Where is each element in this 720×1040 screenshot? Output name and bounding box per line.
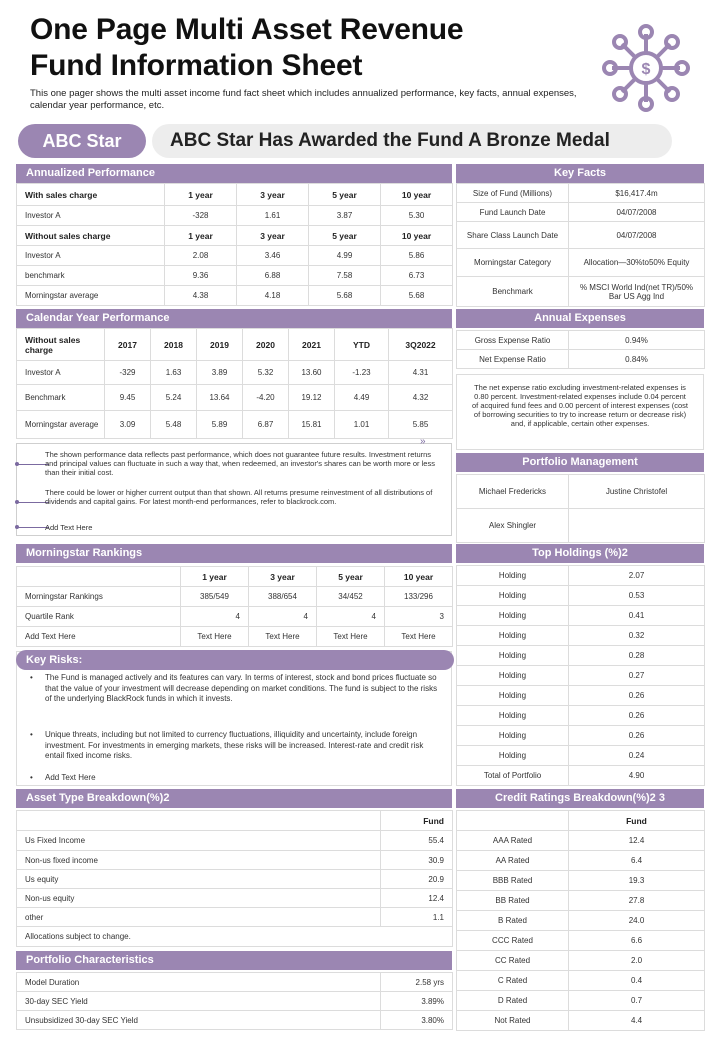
table-cell: Unsubsidized 30-day SEC Yield xyxy=(17,1011,381,1030)
table-cell: Text Here xyxy=(317,627,385,647)
table-cell: 3.87 xyxy=(309,206,381,226)
table-cell: 7.58 xyxy=(309,266,381,286)
performance-notes xyxy=(16,443,452,536)
table-row xyxy=(17,385,453,411)
table-cell: 133/296 xyxy=(385,587,453,607)
table-cell: Holding xyxy=(457,566,569,586)
table-row xyxy=(17,246,453,266)
table-cell: 5 year xyxy=(309,184,381,206)
key-risk-2: Unique threats, including but not limited to currency fluctuations, illiquidity and uncertainty, include foreign investment. For investments in emerging markets, these risks will be increased. Interest-rate and credit risk entail fixed income risks. xyxy=(45,730,424,760)
table-cell: 2020 xyxy=(243,329,289,361)
table-cell: 0.27 xyxy=(569,666,705,686)
table-cell: 0.26 xyxy=(569,706,705,726)
table-cell: 0.24 xyxy=(569,746,705,766)
table-cell: 0.7 xyxy=(569,991,705,1011)
table-cell: 3 year xyxy=(237,226,309,246)
table-cell: 19.12 xyxy=(289,385,335,411)
table-cell: Holding xyxy=(457,706,569,726)
table-cell: 10 year xyxy=(381,226,453,246)
table-cell: Non-us equity xyxy=(17,889,381,908)
table-cell: Holding xyxy=(457,726,569,746)
table-cell: 3.46 xyxy=(237,246,309,266)
annual-expenses-table xyxy=(456,330,705,369)
table-cell xyxy=(17,811,381,831)
table-cell: 5.68 xyxy=(309,286,381,306)
table-cell: 2021 xyxy=(289,329,335,361)
table-row xyxy=(457,851,705,871)
table-cell: 0.4 xyxy=(569,971,705,991)
page-title-line2: Fund Information Sheet xyxy=(30,49,363,82)
table-cell: Justine Christofel xyxy=(569,475,705,509)
table-cell: 4 xyxy=(317,607,385,627)
table-cell: D Rated xyxy=(457,991,569,1011)
table-cell xyxy=(457,811,569,831)
table-row xyxy=(17,411,453,439)
table-cell: 4.38 xyxy=(165,286,237,306)
table-cell: Net Expense Ratio xyxy=(457,350,569,369)
table-cell: Add Text Here xyxy=(17,627,181,647)
portfolio-management-header: Portfolio Management xyxy=(456,453,704,472)
table-cell: 5 year xyxy=(317,567,385,587)
table-cell: 0.41 xyxy=(569,606,705,626)
table-cell: 10 year xyxy=(385,567,453,587)
table-row xyxy=(457,475,705,509)
table-cell: Us Fixed Income xyxy=(17,831,381,851)
table-cell: 4 xyxy=(181,607,249,627)
bullet-icon: • xyxy=(30,773,33,782)
page-title-line1: One Page Multi Asset Revenue xyxy=(30,13,464,46)
table-cell: C Rated xyxy=(457,971,569,991)
table-cell: -328 xyxy=(165,206,237,226)
table-row xyxy=(17,206,453,226)
table-row xyxy=(457,249,705,277)
credit-ratings-header: Credit Ratings Breakdown(%)2 3 xyxy=(456,789,704,808)
morningstar-rankings-table xyxy=(16,566,453,647)
table-cell: 2017 xyxy=(105,329,151,361)
table-cell: CCC Rated xyxy=(457,931,569,951)
table-cell: -4.20 xyxy=(243,385,289,411)
table-cell: -1.23 xyxy=(335,361,389,385)
table-row xyxy=(457,686,705,706)
table-cell: BBB Rated xyxy=(457,871,569,891)
table-cell: % MSCI World Ind(net TR)/50% Bar US Agg Ind xyxy=(569,277,705,307)
table-row xyxy=(457,951,705,971)
table-cell: 24.0 xyxy=(569,911,705,931)
table-cell: 12.4 xyxy=(381,889,453,908)
table-cell: BB Rated xyxy=(457,891,569,911)
table-cell: Without sales charge xyxy=(17,329,105,361)
table-cell xyxy=(569,509,705,543)
portfolio-characteristics-table xyxy=(16,972,453,1030)
table-cell: 04/07/2008 xyxy=(569,203,705,222)
table-cell: Michael Fredericks xyxy=(457,475,569,509)
table-cell: 19.3 xyxy=(569,871,705,891)
double-chevron-icon: » xyxy=(420,436,426,447)
table-cell: Investor A xyxy=(17,246,165,266)
table-cell: 27.8 xyxy=(569,891,705,911)
key-risks-header: Key Risks: xyxy=(16,650,454,670)
table-cell: Fund xyxy=(381,811,453,831)
table-cell: 6.4 xyxy=(569,851,705,871)
table-cell: 5.24 xyxy=(151,385,197,411)
table-cell: Holding xyxy=(457,606,569,626)
portfolio-management-table xyxy=(456,474,705,543)
table-cell: 2.08 xyxy=(165,246,237,266)
expense-note: The net expense ratio excluding investment-related expenses is 0.80 percent. Investment-related expenses include 0.04 percent of acquired fund fees and 0.00 percent of interest expenses (cost of borrowing securities to try to increase return or decrease risk) and, if applicable, certain other expenses. xyxy=(456,374,704,450)
table-cell: 1 year xyxy=(181,567,249,587)
table-cell: 04/07/2008 xyxy=(569,222,705,249)
table-cell: $16,417.4m xyxy=(569,184,705,203)
table-row xyxy=(17,266,453,286)
table-cell: 388/654 xyxy=(249,587,317,607)
table-row xyxy=(17,329,453,361)
annual-expenses-header: Annual Expenses xyxy=(456,309,704,328)
table-cell: 6.73 xyxy=(381,266,453,286)
table-row xyxy=(17,226,453,246)
table-cell xyxy=(17,567,181,587)
table-cell: YTD xyxy=(335,329,389,361)
table-cell: Investor A xyxy=(17,206,165,226)
table-row xyxy=(17,567,453,587)
table-cell: Text Here xyxy=(181,627,249,647)
table-cell: 6.87 xyxy=(243,411,289,439)
table-cell: 3.89 xyxy=(197,361,243,385)
table-cell: 5.89 xyxy=(197,411,243,439)
table-cell: Model Duration xyxy=(17,973,381,992)
table-cell: Text Here xyxy=(385,627,453,647)
notes-paragraph-1: The shown performance data reflects past performance, which does not guarantee future results. Investment returns and principal values can fluctuate in such a way that, when redeemed, an investor's shares can be worth more or less than their initial cost. xyxy=(45,450,435,477)
table-row xyxy=(17,1011,453,1030)
table-cell: 5.86 xyxy=(381,246,453,266)
table-cell: 3 xyxy=(385,607,453,627)
table-cell: Total of Portfolio xyxy=(457,766,569,786)
table-cell: 0.32 xyxy=(569,626,705,646)
table-cell: Holding xyxy=(457,586,569,606)
table-cell: Non-us fixed income xyxy=(17,851,381,870)
table-row xyxy=(457,811,705,831)
table-row xyxy=(457,277,705,307)
table-cell: 1 year xyxy=(165,184,237,206)
key-facts-header: Key Facts xyxy=(456,164,704,183)
asset-type-header: Asset Type Breakdown(%)2 xyxy=(16,789,452,808)
table-row xyxy=(457,350,705,369)
table-row xyxy=(17,587,453,607)
table-cell: Text Here xyxy=(249,627,317,647)
annualized-performance-table xyxy=(16,183,453,306)
table-cell: 5 year xyxy=(309,226,381,246)
table-row xyxy=(457,766,705,786)
table-cell: 0.26 xyxy=(569,686,705,706)
table-row xyxy=(457,184,705,203)
table-cell: 3.89% xyxy=(381,992,453,1011)
table-cell: 0.94% xyxy=(569,331,705,350)
table-cell: 1.01 xyxy=(335,411,389,439)
table-cell: 4.90 xyxy=(569,766,705,786)
table-cell: 2018 xyxy=(151,329,197,361)
table-cell: 385/549 xyxy=(181,587,249,607)
table-row xyxy=(457,746,705,766)
logo-symbol: $ xyxy=(641,61,651,78)
table-cell: 3.09 xyxy=(105,411,151,439)
asset-type-table xyxy=(16,810,453,947)
key-facts-table xyxy=(456,183,705,307)
table-row xyxy=(457,911,705,931)
table-cell: Holding xyxy=(457,686,569,706)
bullet-dot xyxy=(15,525,19,529)
table-row xyxy=(457,971,705,991)
table-cell: 3 year xyxy=(237,184,309,206)
table-cell: 4.99 xyxy=(309,246,381,266)
table-cell: Holding xyxy=(457,626,569,646)
table-cell: 5.30 xyxy=(381,206,453,226)
table-cell: 9.45 xyxy=(105,385,151,411)
table-cell: CC Rated xyxy=(457,951,569,971)
table-cell: 3Q2022 xyxy=(389,329,453,361)
table-cell: Gross Expense Ratio xyxy=(457,331,569,350)
table-cell: 4.32 xyxy=(389,385,453,411)
table-cell: Morningstar average xyxy=(17,411,105,439)
table-cell: 4.49 xyxy=(335,385,389,411)
table-cell: 0.84% xyxy=(569,350,705,369)
table-cell: B Rated xyxy=(457,911,569,931)
table-cell: Alex Shingler xyxy=(457,509,569,543)
banner-pill: ABC Star xyxy=(18,124,146,158)
table-row xyxy=(457,931,705,951)
table-row xyxy=(457,586,705,606)
table-row xyxy=(17,927,453,947)
calendar-performance-header: Calendar Year Performance xyxy=(16,309,452,328)
table-row xyxy=(457,831,705,851)
table-row xyxy=(17,286,453,306)
bullet-icon: • xyxy=(30,673,33,682)
table-cell: 5.32 xyxy=(243,361,289,385)
table-cell: AAA Rated xyxy=(457,831,569,851)
table-cell: 34/452 xyxy=(317,587,385,607)
table-cell: 12.4 xyxy=(569,831,705,851)
portfolio-characteristics-header: Portfolio Characteristics xyxy=(16,951,452,970)
table-cell: Holding xyxy=(457,646,569,666)
table-cell: Morningstar average xyxy=(17,286,165,306)
table-cell: Fund Launch Date xyxy=(457,203,569,222)
table-row xyxy=(17,851,453,870)
table-cell: 0.53 xyxy=(569,586,705,606)
table-cell: 5.48 xyxy=(151,411,197,439)
credit-ratings-table xyxy=(456,810,705,1031)
table-cell: 30.9 xyxy=(381,851,453,870)
table-cell: Allocation—30%to50% Equity xyxy=(569,249,705,277)
table-cell: 1.63 xyxy=(151,361,197,385)
table-cell: 6.6 xyxy=(569,931,705,951)
table-cell: With sales charge xyxy=(17,184,165,206)
table-row xyxy=(17,908,453,927)
table-cell: 0.26 xyxy=(569,726,705,746)
table-cell: 5.68 xyxy=(381,286,453,306)
table-cell: Morningstar Rankings xyxy=(17,587,181,607)
bullet-icon: • xyxy=(30,730,33,739)
table-row xyxy=(457,991,705,1011)
key-risk-3: Add Text Here xyxy=(45,773,96,782)
table-cell: benchmark xyxy=(17,266,165,286)
table-row xyxy=(457,222,705,249)
table-cell: Benchmark xyxy=(17,385,105,411)
page-title xyxy=(30,12,550,84)
table-cell: 4 xyxy=(249,607,317,627)
table-cell: 3.80% xyxy=(381,1011,453,1030)
table-cell: 2.07 xyxy=(569,566,705,586)
table-cell: 1.61 xyxy=(237,206,309,226)
table-cell: 2.0 xyxy=(569,951,705,971)
notes-paragraph-2: There could be lower or higher current output than that shown. All returns presume reinvestment of all distributions of dividends and capital gains. For latest month-end performances, refer to blackrock.com. xyxy=(45,488,433,506)
table-cell: Without sales charge xyxy=(17,226,165,246)
table-row xyxy=(17,361,453,385)
notes-paragraph-3: Add Text Here xyxy=(45,523,93,532)
table-row xyxy=(457,331,705,350)
bullet-dot xyxy=(15,500,19,504)
table-cell: 2019 xyxy=(197,329,243,361)
table-row xyxy=(457,509,705,543)
table-row xyxy=(17,831,453,851)
table-cell: 9.36 xyxy=(165,266,237,286)
morningstar-rankings-header: Morningstar Rankings xyxy=(16,544,452,563)
table-row xyxy=(457,606,705,626)
table-cell: 0.28 xyxy=(569,646,705,666)
table-cell: 3 year xyxy=(249,567,317,587)
table-row xyxy=(457,706,705,726)
table-row xyxy=(17,627,453,647)
table-cell: 6.88 xyxy=(237,266,309,286)
table-cell: 55.4 xyxy=(381,831,453,851)
table-cell: Holding xyxy=(457,666,569,686)
table-cell: Us equity xyxy=(17,870,381,889)
table-cell: 10 year xyxy=(381,184,453,206)
table-cell: 13.64 xyxy=(197,385,243,411)
table-cell: 1.1 xyxy=(381,908,453,927)
bullet-dot xyxy=(15,462,19,466)
table-row xyxy=(17,870,453,889)
table-row xyxy=(17,889,453,908)
table-row xyxy=(17,992,453,1011)
table-cell: Morningstar Category xyxy=(457,249,569,277)
asset-type-footnote: Allocations subject to change. xyxy=(17,927,453,947)
table-cell: 15.81 xyxy=(289,411,335,439)
table-row xyxy=(457,666,705,686)
table-cell: 5.85 xyxy=(389,411,453,439)
table-cell: Benchmark xyxy=(457,277,569,307)
table-row xyxy=(457,626,705,646)
table-row xyxy=(457,891,705,911)
table-cell: 1 year xyxy=(165,226,237,246)
table-cell: Share Class Launch Date xyxy=(457,222,569,249)
table-row xyxy=(17,973,453,992)
key-risk-1: The Fund is managed actively and its features can vary. In terms of interest, stock and bond prices fluctuate so that the value of your investment will decrease depending on market conditions. The fund is subject to the risks of the underlying BlackRock funds in which it invests. xyxy=(45,673,438,703)
table-cell: Size of Fund (Millions) xyxy=(457,184,569,203)
table-row xyxy=(457,1011,705,1031)
annualized-performance-header: Annualized Performance xyxy=(16,164,452,183)
key-risks-box xyxy=(16,651,452,786)
table-cell: 13.60 xyxy=(289,361,335,385)
table-cell: AA Rated xyxy=(457,851,569,871)
table-cell: 4.18 xyxy=(237,286,309,306)
calendar-performance-table xyxy=(16,328,453,439)
table-cell: 4.31 xyxy=(389,361,453,385)
table-row xyxy=(457,726,705,746)
table-cell: 20.9 xyxy=(381,870,453,889)
banner-text: ABC Star Has Awarded the Fund A Bronze Medal xyxy=(170,130,610,151)
table-cell: 30-day SEC Yield xyxy=(17,992,381,1011)
table-cell: Not Rated xyxy=(457,1011,569,1031)
page-subtitle: This one pager shows the multi asset income fund fact sheet which includes annualized performance, key facts, annual expenses, calendar year performance, etc. xyxy=(30,88,577,111)
table-row xyxy=(457,646,705,666)
table-row xyxy=(457,203,705,222)
table-row xyxy=(457,871,705,891)
top-holdings-table xyxy=(456,565,705,786)
table-cell: Investor A xyxy=(17,361,105,385)
table-cell: Holding xyxy=(457,746,569,766)
table-cell: 2.58 yrs xyxy=(381,973,453,992)
table-cell: Quartile Rank xyxy=(17,607,181,627)
dollar-network-icon xyxy=(600,22,692,114)
table-cell: 4.4 xyxy=(569,1011,705,1031)
table-row xyxy=(17,811,453,831)
table-row xyxy=(17,184,453,206)
top-holdings-header: Top Holdings (%)2 xyxy=(456,544,704,563)
table-cell: -329 xyxy=(105,361,151,385)
table-row xyxy=(17,607,453,627)
table-row xyxy=(457,566,705,586)
table-cell: other xyxy=(17,908,381,927)
table-cell: Fund xyxy=(569,811,705,831)
